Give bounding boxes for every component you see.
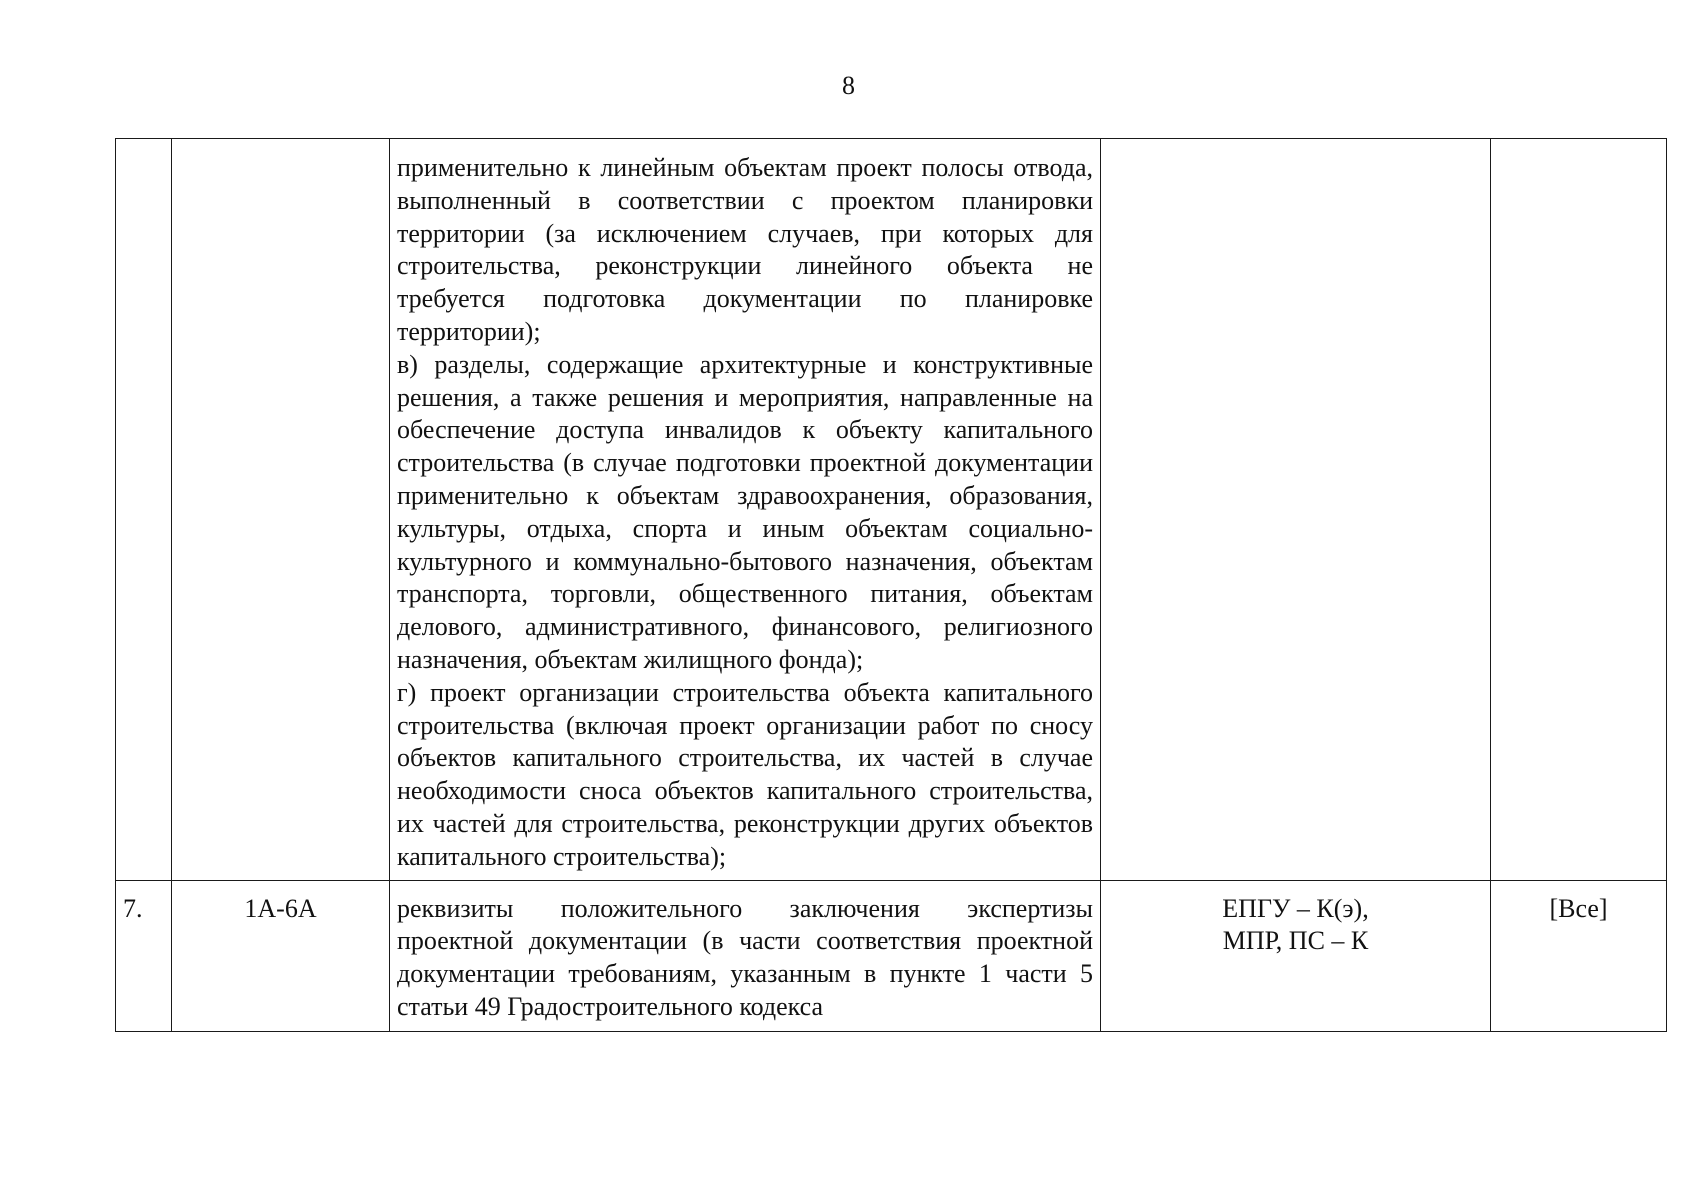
source-line: ЕПГУ – К(э), — [1222, 893, 1369, 923]
description-paragraph: в) разделы, содержащие архитектурные и конструктивные решения, а также решения и мероприятия, направленные на обеспечение доступа инвалидов к объекту капитального строительства (в случае подготовки проектной документации применительно к объектам здравоохранения, образования, культуры, отдыха, спорта и иным объектам социально-культурного и коммунально-бытового назначения, объектам транспорта, торговли, общественного питания, объектам делового, административного, финансового, религиозного назначения, объектам жилищного фонда); — [397, 349, 1093, 674]
document-table — [115, 138, 1667, 1032]
description-paragraph: реквизиты положительного заключения экспертизы проектной документации (в части соответствия проектной документации требованиям, указанным в пункте 1 части 5 статьи 49 Градостроительного кодекса — [397, 893, 1093, 1021]
page-number: 8 — [842, 71, 855, 100]
cell-number — [116, 139, 172, 881]
cell-description — [390, 880, 1101, 1031]
cell-number: 7. — [116, 880, 172, 1031]
cell-applicability — [1491, 139, 1667, 881]
table-row-continuation — [116, 139, 1667, 881]
description-paragraph: г) проект организации строительства объекта капитального строительства (включая проект организации работ по сносу объектов капитального строительства, их частей в случае необходимости сноса объектов капитального строительства, их частей для строительства, реконструкции других объектов капитального строительства); — [397, 677, 1093, 871]
description-paragraph: применительно к линейным объектам проект полосы отвода, выполненный в соответствии с проектом планировки территории (за исключением случаев, при которых для строительства, реконструкции линейного объекта не требуется подготовка документации по планировке территории); — [397, 153, 1093, 346]
cell-source — [1101, 880, 1491, 1031]
table-row-7 — [116, 880, 1667, 1031]
cell-source — [1101, 139, 1491, 881]
cell-description — [390, 139, 1101, 881]
cell-code — [172, 139, 390, 881]
source-line: МПР, ПС – К — [1222, 926, 1369, 956]
cell-applicability: [Все] — [1491, 880, 1667, 1031]
cell-code: 1А-6А — [172, 880, 390, 1031]
